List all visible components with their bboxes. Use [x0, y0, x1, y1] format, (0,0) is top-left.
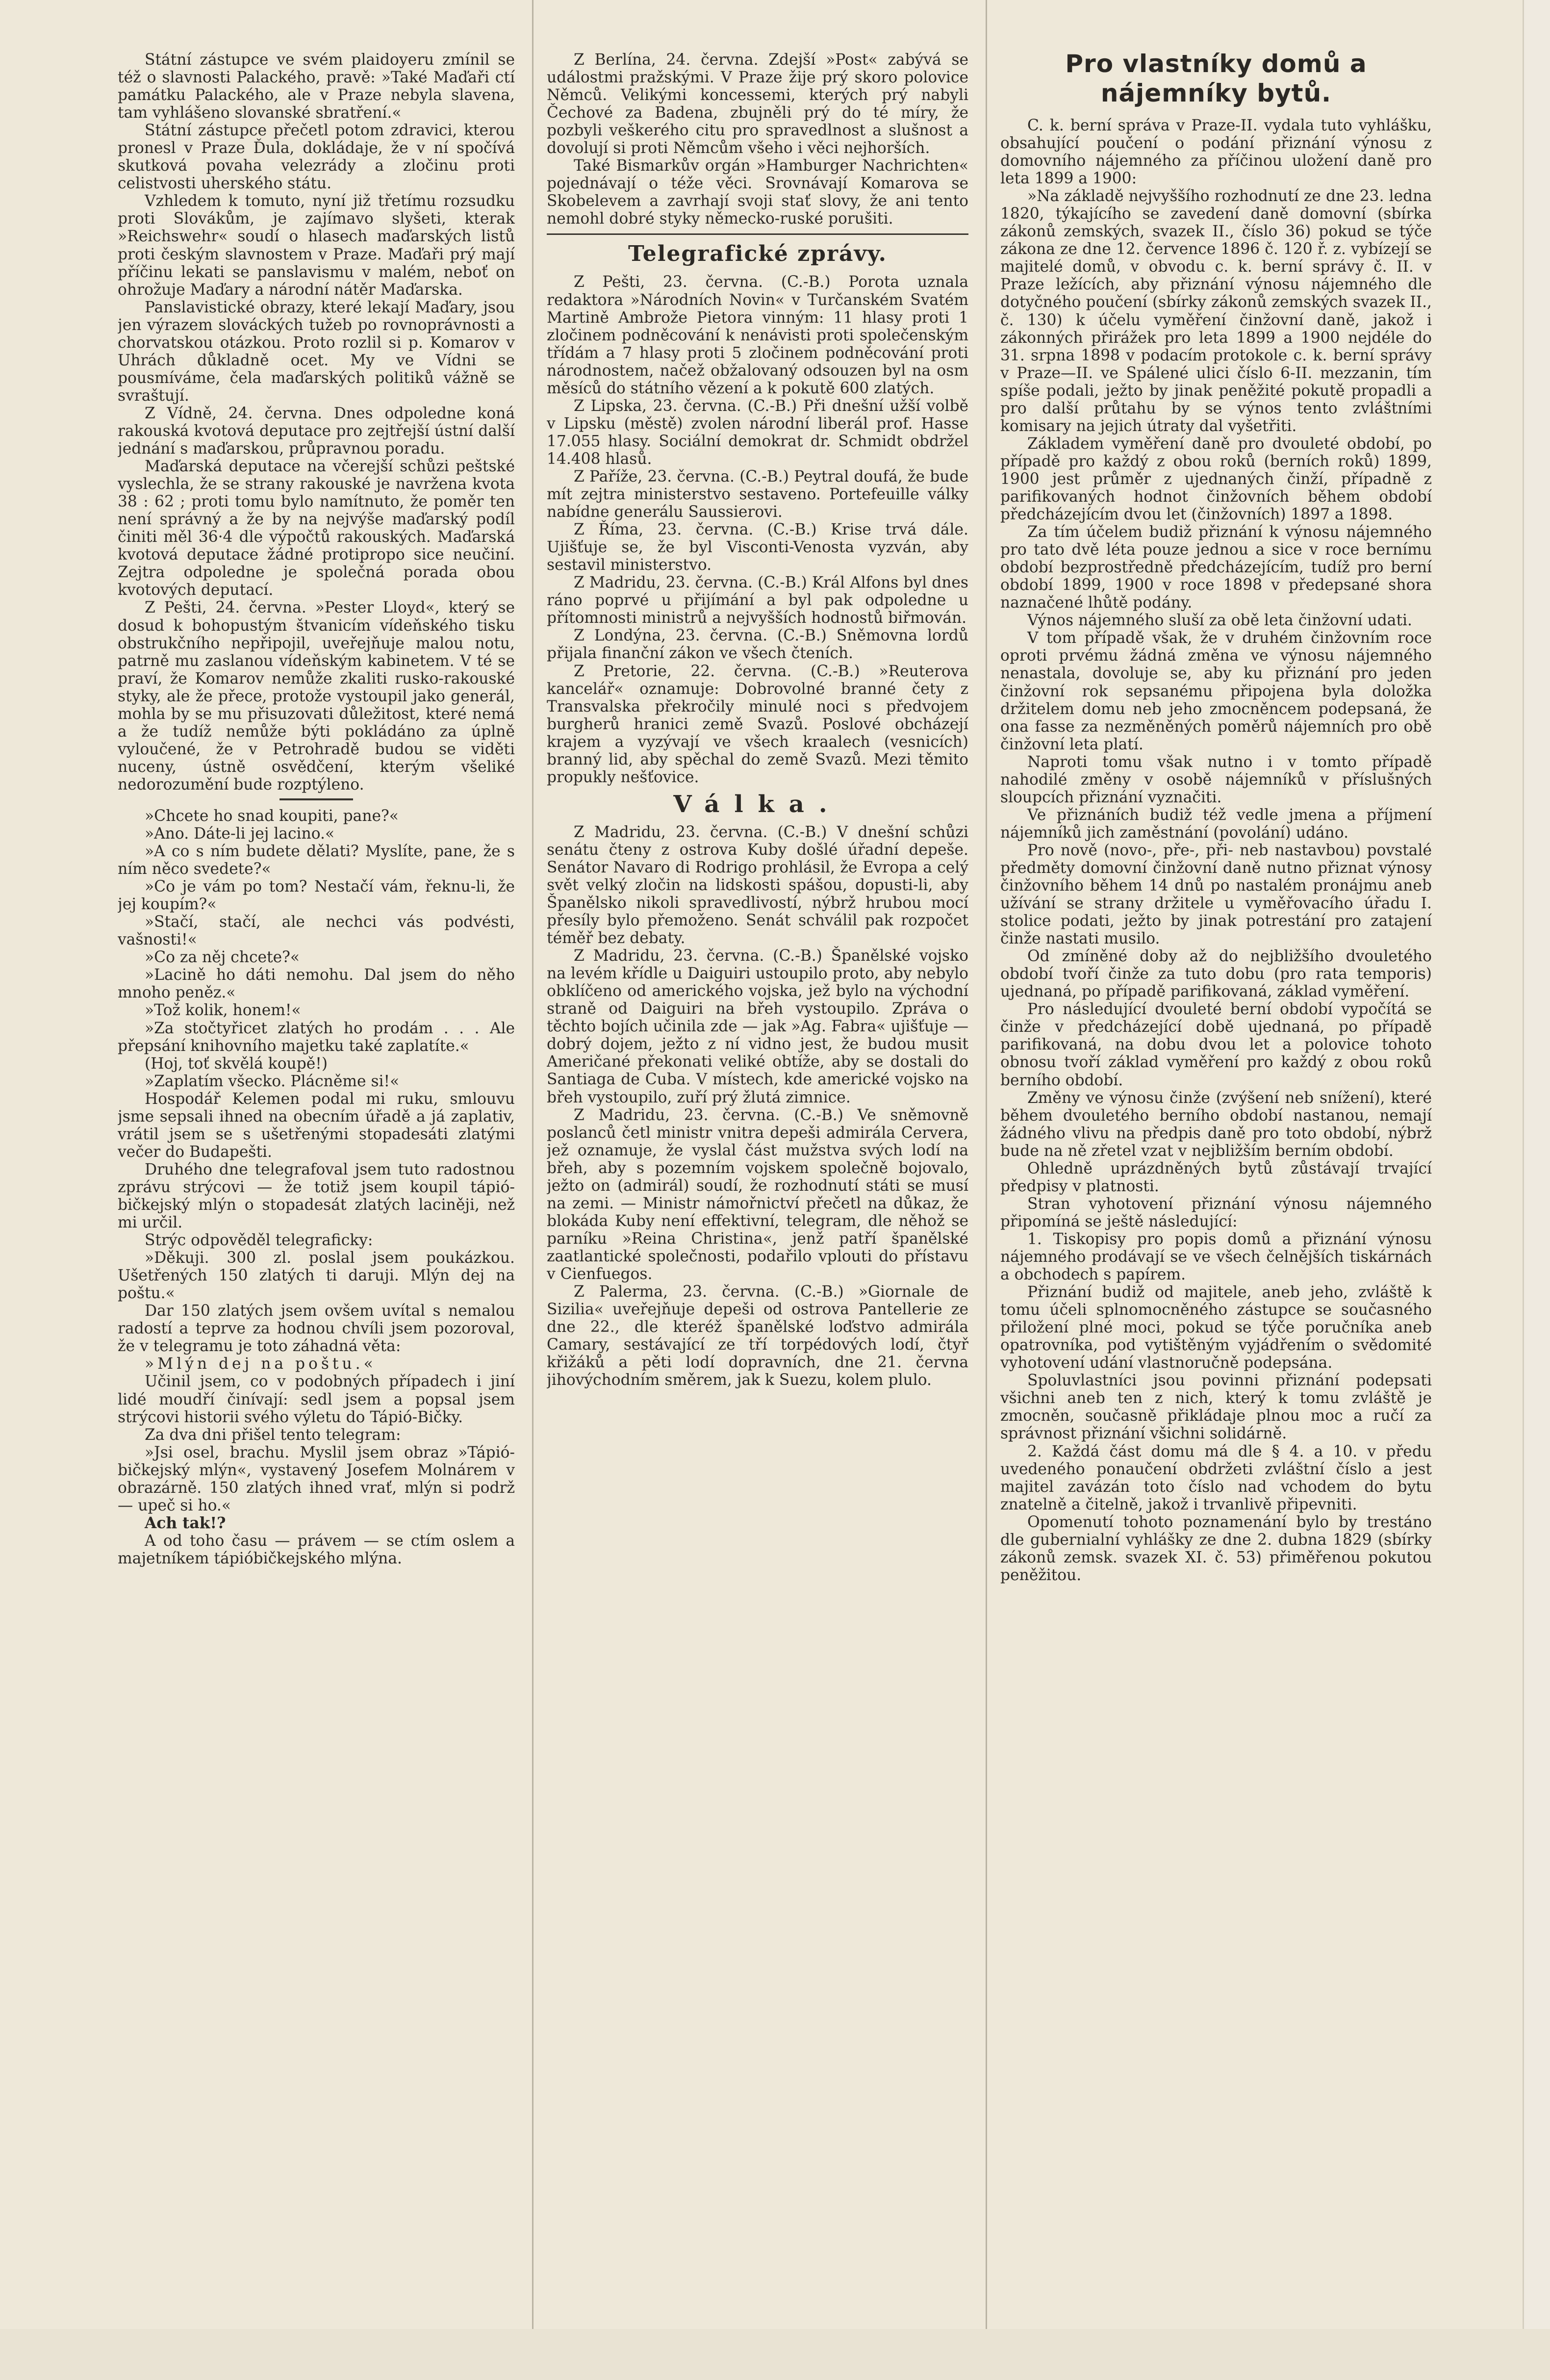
paragraph: Přiznání budiž od majitele, aneb jeho, zvláště k tomu účeli splnomocněného zástupce se současného přiložení plné moci, pokud se týče poručníka aneb opatrovníka, pod vytištěným vyjádřením o svědomité vyhotovení udání vlastnoručně podepsána.	[1000, 1283, 1432, 1372]
war-item: Z Madridu, 23. června. (C.-B.) Ve sněmovně poslanců četl ministr vnitra depeši admirála Cervera, jež oznamuje, že vyslal část mužstva svých lodí na břeh, aby s pozemním vojskem společně bojovalo, ježto on (admirál) soudí, že rozhodnutí státi se musí na zemi. — Ministr námořnictví přečetl na důkaz, že blokáda Kuby není effektivní, telegram, dle něhož se parníku »Reina Christina«, jenž patří španělské zaatlantické společnosti, podařilo vplouti do přístavu v Cienfuegos.	[547, 1106, 968, 1283]
paragraph: V tom případě však, že v druhém činžovním roce oproti prvému žádná změna ve výnosu nájemného nenastala, dovoluje se, aby ku přiznání pro jeden činžovní rok sepsanému připojena byla doložka držitelem domu neb jeho zmocněncem podepsaná, že ona fasse za nezměněných poměrů nájemních pro obě činžovní leta platí.	[1000, 629, 1432, 753]
story-line: »Co je vám po tom? Nestačí vám, řeknu-li, že jej koupím?«	[118, 878, 515, 914]
paragraph: Naproti tomu však nutno i v tomto případě nahodilé změny v osobě nájemníků v příslušných sloupcích přiznání vyznačiti.	[1000, 753, 1432, 806]
story-line: Dar 150 zlatých jsem ovšem uvítal s nemalou radostí a teprve za hodnou chvíli jsem pozoroval, že v telegramu je toto záhadná věta:	[118, 1302, 515, 1356]
paragraph: Ohledně uprázdněných bytů zůstávají trvající předpisy v platnosti.	[1000, 1159, 1432, 1195]
story-line: Druhého dne telegrafoval jsem tuto radostnou zprávu strýcovi — že totiž jsem koupil tápió-bičkejský mlýn o stopadesát zlatých laciněji, než mi určil.	[118, 1160, 515, 1232]
story-line: »Mlýn dej na poštu.«	[145, 1355, 377, 1373]
section-rule	[547, 233, 968, 235]
paragraph: Maďarská deputace na včerejší schůzi peštské vyslechla, že se strany rakouské je navržena kvota 38 : 62 ; proti tomu bylo namítnuto, že poměr ten není správný a že by na nejvýše maďarský podíl činiti měl 36·4 dle výpočtů rakouských. Maďarská kvotová deputace žádné protipropo sice neučiní. Zejtra odpoledne je společná porada obou kvotových deputací.	[118, 458, 515, 599]
story-line: »Děkuji. 300 zl. poslal jsem poukázkou. Ušetřených 150 zlatých ti daruji. Mlýn dej na poštu.«	[118, 1249, 515, 1303]
column-left	[118, 0, 515, 2380]
story-line: »Ano. Dáte-li jej lacino.«	[145, 825, 335, 843]
story-line: A od toho času — právem — se ctím oslem a majetníkem tápióbičkejského mlýna.	[118, 1532, 515, 1567]
paragraph: Z Vídně, 24. června. Dnes odpoledne koná rakouská kvotová deputace pro zejtřejší ústní další jednání s maďarskou, průpravnou poradu.	[118, 404, 515, 458]
war-item: Z Palermа, 23. června. (C.-B.) »Giornale de Sizilia« uveřejňuje depeši od ostrova Pantellerie ze dne 22., dle kteréž španělské loďstvo admirála Camary, sestávající ze tří torpédových lodí, čtyř křižáků a pěti lodí dopravních, dne 21. června jihovýchodním směrem, jak k Suezu, kolem plulo.	[547, 1283, 968, 1389]
story-line: »Stačí, stačí, ale nechci vás podvésti, vašnosti!«	[118, 913, 515, 949]
paragraph: Pro následující dvouleté berní období vypočítá se činže v předcházející době ujednaná, po případě parifikovaná, na dobu dvou let a polovice tohoto obnosu tvoří základ vyměření pro každý z obou roků berního období.	[1000, 1000, 1432, 1089]
telegram-item: Z Londýna, 23. června. (C.-B.) Sněmovna lordů přijala finanční zákon ve všech čteních.	[547, 627, 968, 663]
war-item: Z Madridu, 23. června. (C.-B.) Španělské vojsko na levém křídle u Daiguiri ustoupilo proto, aby nebylo obklíčeno od amerického vojska, jež bylo na východní straně od Daiguiri na břeh vystoupilo. Zpráva o těchto bojích učinila zde — jak »Ag. Fabra« ujišťuje — dobrý dojem, ježto z ní vidno jest, že budou musit Američané překonati veliké obtíže, aby se dostali do Santiaga de Cuba. V místech, kde americké vojsko na břeh vystoupilo, zuří prý žlutá zimnice.	[547, 947, 968, 1106]
section-divider	[280, 798, 353, 800]
paragraph: Vzhledem k tomuto, nyní již třetímu rozsudku proti Slovákům, je zajímavo slyšeti, kterak »Reichswehr« soudí o hlasech maďarských listů proti českým slavnostem v Praze. Maďaři prý mají příčinu lekati se panslavismu v malém, neboť on ohrožuje Maďary a národní nátěr Maďarska.	[118, 192, 515, 299]
telegrams-heading: Telegrafické zprávy.	[628, 241, 887, 267]
telegram-item: Z Lipska, 23. června. (C.-B.) Při dnešní užší volbě v Lipsku (městě) zvolen národní liberál prof. Hasse 17.055 hlasy. Sociální demokrat dr. Schmidt obdržel 14.408 hlasů.	[547, 397, 968, 468]
story-line: »Jsi osel, brachu. Myslil jsem obraz »Tápió-bičkejský mlýn«, vystavený Josefem Molnárem v obrazárně. 150 zlatých ihned vrať, mlýn si podrž — upeč si ho.«	[118, 1443, 515, 1514]
page-edge	[1523, 0, 1550, 2329]
telegram-item: Z Paříže, 23. června. (C.-B.) Peytral doufá, že bude mít zejtra ministerstvo sestaveno. Portefeuille války nabídne generálu Saussierovi.	[547, 467, 968, 521]
story-line: »A co s ním budete dělati? Myslíte, pane, že s ním něco svedete?«	[118, 843, 515, 878]
story-line: »Za stočtyřicet zlatých ho prodám . . . Ale přepsání knihovního majetku také zaplatíte.«	[118, 1019, 515, 1055]
paragraph: C. k. berní správa v Praze-II. vydala tuto vyhlášku, obsahující poučení o podání přiznání výnosu z domovního nájemného za příčinou uložení daně pro leta 1899 a 1900:	[1000, 117, 1432, 188]
story-line: »Zaplatím všecko. Plácněme si!«	[145, 1072, 400, 1090]
paragraph: 2. Každá část domu má dle § 4. a 10. v předu uvedeného ponaučení obdržeti zvláštní číslo a jest majitel zavázán toto číslo nad vchodem do bytu znatelně a čitelně, jakož i trvanlivě připevniti.	[1000, 1442, 1432, 1513]
war-item: Z Madridu, 23. června. (C.-B.) V dnešní schůzi senátu čteny z ostrova Kuby došlé úřadní depeše. Senátor Navaro di Rodrigo prohlásil, že Evropa a celý svět velký zločin na lidskosti spášou, dopusti-li, aby Španělsko nikoli spravedlivostí, nýbrž hrubou mocí přesíly bylo přemoženo. Senát schválil pak rozpočet téměř bez debaty.	[547, 823, 968, 947]
paragraph: Ve přiznáních budiž též vedle jmena a příjmení nájemníků jich zaměstnání (povolání) udáno.	[1000, 806, 1432, 842]
story-line: (Hoj, toť skvělá koupě!)	[145, 1054, 328, 1073]
war-heading: Válka.	[673, 790, 842, 818]
paragraph: Panslavistické obrazy, které lekají Maďary, jsou jen výrazem slováckých tužeb po rovnoprávnosti a chorvatskou otázkou. Proto rozlil si p. Komarov v Uhrách důkladně ocet. My ve Vídni se pousmíváme, čela maďarských politiků vážně se svraštují.	[118, 298, 515, 405]
telegram-item: Z Říma, 23. června. (C.-B.) Krise trvá dále. Ujišťuje se, že byl Visconti-Venosta vyzván, aby sestavil ministerstvo.	[547, 521, 968, 574]
telegram-item: Z Pretorie, 22. června. (C.-B.) »Reuterova kancelář« oznamuje: Dobrovolné branné čety z Transvalska překročily minulé noci s předvojem burgherů hranici země Svazů. Poslové obcházejí krajem a vyzývají ve všech kraalech (vesnicích) branný lid, aby spěchal do země Svazů. Mezi těmito propukly nešťovice.	[547, 662, 968, 786]
column-middle	[547, 0, 968, 2380]
article-headline: Pro vlastníky domů a nájemníky bytů.	[1065, 50, 1367, 107]
paragraph: Spoluvlastníci jsou povinni přiznání podepsati všichni aneb ten z nich, který k tomu zvláště je zmocněn, současně přikládaje plnou moc a ručí za správnost přiznání všichni solidárně.	[1000, 1372, 1432, 1443]
paragraph: Pro nově (novo-, pře-, při- neb nastavbou) povstalé předměty domovní činžovní daně nutno přiznat výnosy činžovního během 14 dnů po nastalém pronájmu aneb užívání se strany držitele u vyměřovacího úřadu I. stolice podati, ježto by jinak potrestání pro zatajení činže nastati musilo.	[1000, 841, 1432, 948]
column-rule	[532, 0, 534, 2329]
telegram-item: Z Pešti, 23. června. (C.-B.) Porota uznala redaktora »Národních Novin« v Turčanském Svatém Martině Ambrože Pietora vinným: 11 hlasy proti 1 zločinem podněcování k nenávisti proti společenským třídám a 7 hlasy proti 5 zločinem podněcování proti národnostem, načež obžalovaný odsouzen byl na osm měsíců do státního vězení a k pokutě 600 zlatých.	[547, 273, 968, 397]
paragraph: 1. Tiskopisy pro popis domů a přiznání výnosu nájemného prodávají se ve všech čelnějších tiskárnách a obchodech s papírem.	[1000, 1230, 1432, 1284]
story-line: Hospodář Kelemen podal mi ruku, smlouvu jsme sepsali ihned na obecním úřadě a já zaplativ, vrátil jsem se s ušetřenými stopadesáti zlatými večer do Budapešti.	[118, 1090, 515, 1161]
paragraph: Z Berlína, 24. června. Zdejší »Post« zabývá se událostmi pražskými. V Praze žije prý skoro polovice Němců. Velikými koncessemi, kterých prý nabyli Čechové za Badena, zbujněli prý do té míry, že pozbyli veškerého citu pro spravedlnost a slušnost a dovolují si proti Němcům všeho i věci nejhorších.	[547, 51, 968, 157]
paragraph: Také Bismarkův orgán »Hamburger Nachrichten« pojednávají o téže věci. Srovnávají Komarova se Skobelevem a zavrhají svoji stať slovy, že ani tento nemohl dobré styky německo-ruské porušiti.	[547, 157, 968, 228]
story-line: Učinil jsem, co v podobných případech i jiní lidé moudří činívají: sedl jsem a popsal jsem strýcovi historii svého výletu do Tápió-Bičky.	[118, 1373, 515, 1426]
feuilleton-story	[118, 807, 515, 1567]
paragraph: Opomenutí tohoto poznamenání bylo by trestáno dle gubernialní vyhlášky ze dne 2. dubna 1829 (sbírky zákonů zemsk. svazek XI. č. 53) přiměřenou pokutou peněžitou.	[1000, 1513, 1432, 1584]
paragraph: Státní zástupce ve svém plaidoyeru zmínil se též o slavnosti Palackého, pravě: »Také Maďaři ctí památku Palackého, ale v Praze nebyla slavena, tam vyhlášeno slovanské sbratření.«	[118, 51, 515, 122]
paragraph: Výnos nájemného sluší za obě leta činžovní udati.	[1027, 612, 1412, 630]
story-line: »Lacině ho dáti nemohu. Dal jsem do něho mnoho peněz.«	[118, 966, 515, 1002]
paragraph: Změny ve výnosu činže (zvýšení neb snížení), které během dvouletého berního období nastanou, nemají žádného vlivu na předpis daně pro toto období, nýbrž bude na ně zřetel vzat v nejbližším berním období.	[1000, 1089, 1432, 1160]
story-line: »Co za něj chcete?«	[145, 948, 300, 967]
telegram-item: Z Madridu, 23. června. (C.-B.) Král Alfons byl dnes ráno poprvé u přijímání a byl pak odpoledne u přítomnosti ministrů a nejvyšších hodnostů biřmován.	[547, 574, 968, 627]
paragraph: Od zmíněné doby až do nejbližšího dvouletého období tvoří činže za tuto dobu (pro rata temporis) ujednaná, po případě parifikovaná, základ vyměření.	[1000, 947, 1432, 1001]
paragraph: Za tím účelem budiž přiznání k výnosu nájemného pro tato dvě léta pouze jednou a sice v roce bernímu období bezprostředně předcházejícím, tudíž pro berní období 1899, 1900 v roce 1898 v předepsané shora naznačené lhůtě podány.	[1000, 523, 1432, 612]
story-line: »Chcete ho snad koupiti, pane?«	[145, 807, 399, 825]
story-line: Strýc odpověděl telegraficky:	[145, 1231, 373, 1250]
paragraph: Státní zástupce přečetl potom zdravici, kterou pronesl v Praze Ďula, dokládaje, že v ní spočívá skutková povaha velezrády a zločinu proti celistvosti uherského státu.	[118, 122, 515, 193]
story-line: Za dva dni přišel tento telegram:	[145, 1426, 401, 1444]
paragraph: Z Pešti, 24. června. »Pester Lloyd«, který se dosud k bohopustým štvanicím vídeňského tisku obstrukčního nepřipojil, uveřejňuje malou notu, patrně mu zaslanou vídeňským kabinetem. V té se praví, že Komarov nemůže zkaliti rusko-rakouské styky, ale že přece, protože vystoupil jako generál, mohla by se mu přisuzovati důležitost, které nemá a že tudíž nemůže býti pokládáno za úplně vyloučené, že v Petrohradě budou se viděti nuceny, ústně osvědčení, kterým všeliké nedorozumění bude rozptýleno.	[118, 599, 515, 793]
column-rule	[986, 0, 987, 2329]
story-line: »Tož kolik, honem!«	[145, 1001, 301, 1020]
paragraph: »Na základě nejvyššího rozhodnutí ze dne 23. ledna 1820, týkajícího se zavedení daně domovní (sbírka zákonů zemských, svazek II., číslo 36) pokud se týče zákona ze dne 12. července 1896 č. 120 ř. z. vybízejí se majitelé domů, v obvodu c. k. berní správy č. II. v Praze ležících, aby přiznání výnosu nájemného dle dotyčného poučení (sbírky zákonů zemských svazek II., č. 130) k účelu vyměření činžovní daně, jakož i zákonných přirážek pro leta 1899 a 1900 nejdéle do 31. srpna 1898 v podacím protokole c. k. berní správy v Praze—II. ve Spálené ulici číslo 6-II. mezzanin, tím spíše podali, ježto by jinak peněžité pokutě propadli a pro další průtahu by se výnos tento zvláštními komisary na jejich útraty dal vyšetřiti.	[1000, 187, 1432, 435]
paragraph: Základem vyměření daně pro dvouleté období, po případě pro každý z obou roků (berních roků) 1899, 1900 jest průměr z ujednaných činží, případně z parifikovaných hodnot činžovních během období předcházejícím dvou let (činžovních) 1897 a 1898.	[1000, 435, 1432, 524]
story-line: Ach tak!?	[145, 1514, 226, 1532]
paragraph: Stran vyhotovení přiznání výnosu nájemného připomíná se ještě následující:	[1000, 1195, 1432, 1230]
column-right	[1000, 0, 1432, 2378]
